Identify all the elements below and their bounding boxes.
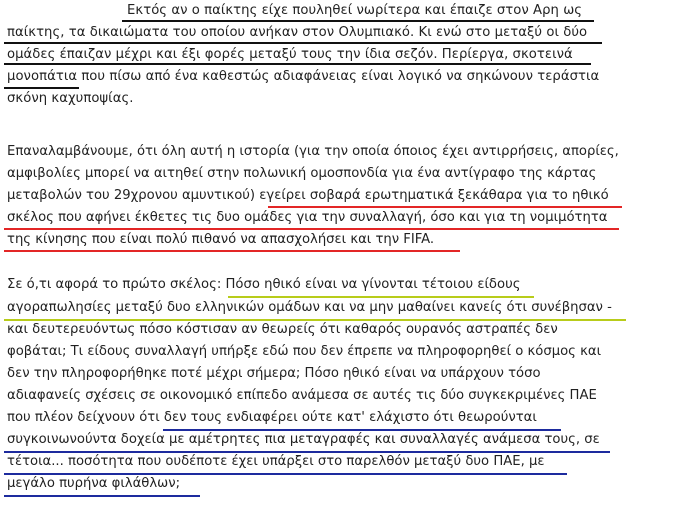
black-underline xyxy=(4,42,602,44)
paragraph-3-line-9: τέτοια... ποσότητα που ουδέποτε έχει υπάρξει στο παρελθόν μεταξύ δυο ΠΑΕ, με xyxy=(7,454,545,469)
yellow-underline xyxy=(4,319,626,321)
paragraph-1-line-2: παίκτης, τα δικαιώματα του οποίου ανήκαν στον Ολυμπιακό. Κι ενώ στο μεταξύ οι δύο xyxy=(7,25,588,40)
paragraph-3-line-6: αδιαφανείς σχέσεις σε οικονομικό επίπεδο ανάμεσα σε αυτές τις δύο συγκεκριμένες ΠΑΕ xyxy=(7,388,597,403)
blue-underline xyxy=(4,473,567,475)
paragraph-2-line-4: σκέλος που αφήνει έκθετες τις δυο ομάδες για την συναλλαγή, όσο και για τη νομιμότητα xyxy=(7,210,608,225)
paragraph-2-line-3: μεταβολών του 29χρονου αμυντικού) εγείρει σοβαρά ερωτηματικά ξεκάθαρα για το ηθικό xyxy=(7,188,609,203)
paragraph-3-line-5: δεν την πληροφορήθηκε ποτέ μέχρι σήμερα; Πόσο ηθικό είναι να υπάρχουν τόσο xyxy=(7,366,541,381)
paragraph-2-line-2: αμφιβολίες μπορεί να αιτηθεί στην πολωνική ομοσπονδία για ένα αντίγραφο της κάρτας xyxy=(7,166,597,181)
paragraph-1-line-5: σκόνη καχυποψίας. xyxy=(7,91,134,106)
black-underline xyxy=(4,63,591,65)
blue-underline xyxy=(4,495,200,497)
paragraph-3-line-4: φοβάται; Τι είδους συναλλαγή υπήρξε εδώ που δεν έπρεπε να πληροφορηθεί ο κόσμος και xyxy=(7,344,602,359)
red-underline xyxy=(4,228,619,230)
yellow-underline xyxy=(228,296,534,298)
blue-underline xyxy=(4,451,610,453)
paragraph-1-line-3: ομάδες έπαιζαν μέχρι και έξι φορές μεταξύ τους την ίδια σεζόν. Περίεργα, σκοτεινά xyxy=(7,47,573,62)
paragraph-3-line-1: Σε ό,τι αφορά το πρώτο σκέλος: Πόσο ηθικό είναι να γίνονται τέτοιου είδους xyxy=(7,277,521,292)
blue-underline xyxy=(163,429,561,431)
paragraph-2-line-5: της κίνησης που είναι πολύ πιθανό να απασχολήσει και την FIFA. xyxy=(7,232,435,247)
paragraph-3-line-10: μεγάλο πυρήνα φιλάθλων; xyxy=(7,476,181,491)
paragraph-3-line-7: που πλέον δείχνουν ότι δεν τους ενδιαφέρει ούτε κατ' ελάχιστο ότι θεωρούνται xyxy=(7,410,537,425)
paragraph-3-line-8: συγκοινωνούντα δοχεία με αμέτρητες πια μεταγραφές και συναλλαγές ανάμεσα τους, σε xyxy=(7,432,600,447)
paragraph-1-line-1: Εκτός αν ο παίκτης είχε πουληθεί νωρίτερα και έπαιζε στον Αρη ως xyxy=(127,3,583,18)
black-underline xyxy=(4,87,79,89)
red-underline xyxy=(4,250,460,252)
paragraph-3-line-2: αγοραπωλησίες μεταξύ δυο ελληνικών ομάδων και να μην μαθαίνει κανείς ότι συνέβησαν - xyxy=(7,300,612,315)
paragraph-3-line-3: και δευτερευόντως πόσο κόστισαν αν θεωρείς ότι καθαρός ουρανός αστραπές δεν xyxy=(7,322,558,337)
paragraph-2-line-1: Επαναλαμβάνουμε, ότι όλη αυτή η ιστορία (για την οποία όποιος έχει αντιρρήσεις, απορίες, xyxy=(7,144,619,159)
black-underline xyxy=(122,20,594,22)
red-underline xyxy=(268,206,622,208)
paragraph-1-line-4: μονοπάτια που πίσω από ένα καθεστώς αδιαφάνειας είναι λογικό να σηκώνουν τεράστια xyxy=(7,69,600,84)
